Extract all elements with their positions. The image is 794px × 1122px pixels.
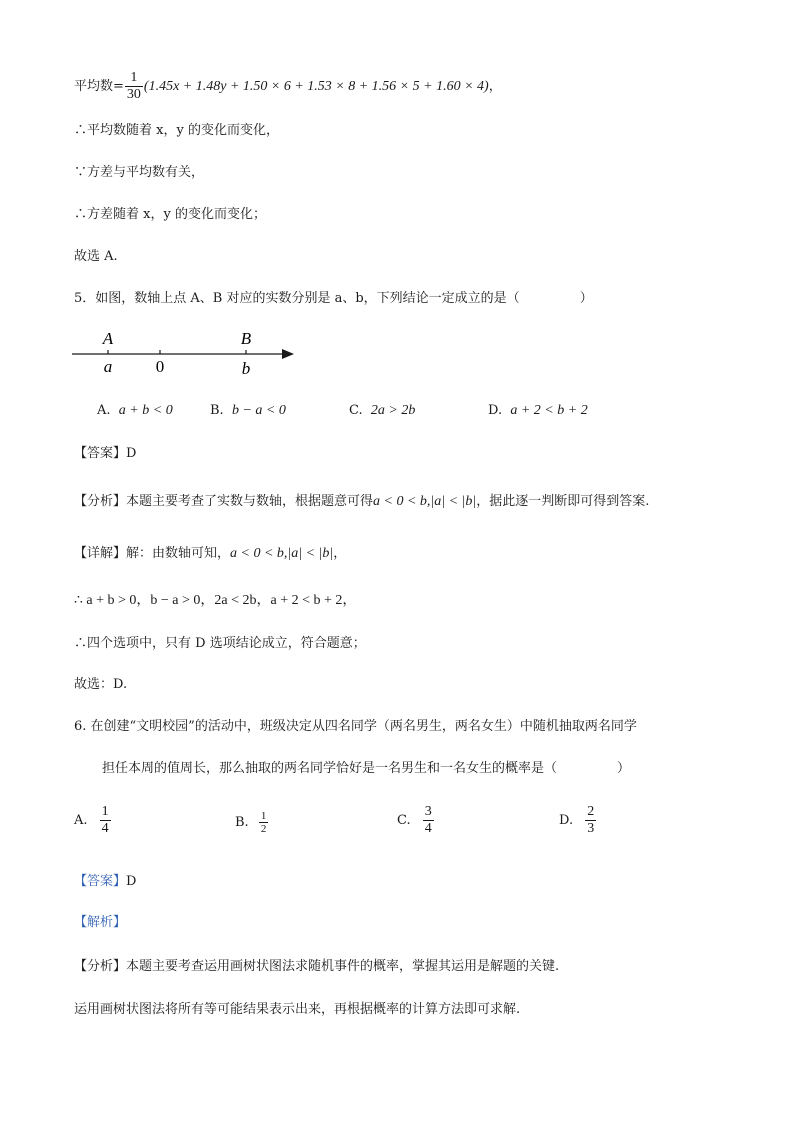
point-b-label: B <box>240 329 252 348</box>
q5-analysis: 【分析】本题主要考查了实数与数轴，根据题意可得a < 0 < b,|a| < |b|，据此逐一判断即可得到答案. <box>74 494 650 509</box>
q6-option-c[interactable]: C. $\frac{3}{4}$ <box>397 804 432 836</box>
q6-stem-line1: 6. 在创建“文明校园”的活动中，班级决定从四名同学（两名男生，两名女生）中随机抽取两名同学 <box>74 719 637 734</box>
q5-therefore: ∴ a + b > 0，b − a > 0，2a < 2b，a + 2 < b + 2， <box>74 593 357 608</box>
q5-option-b[interactable]: B. b − a < 0 <box>210 403 286 418</box>
q5-answer: 【答案】D <box>74 446 137 461</box>
mean-frac-num: 1 <box>125 70 143 87</box>
text-line-3: ∴方差随着 x，y 的变化而变化； <box>74 207 266 222</box>
q6-option-a[interactable]: A. $\frac{1}{4}$ <box>74 804 109 836</box>
q6-answer <box>74 873 136 891</box>
q6-option-b-fraction: $\frac{1}{2}$ <box>260 810 267 835</box>
q5-select: 故选：D. <box>74 677 128 692</box>
q6-answer-letter: D <box>126 874 137 889</box>
value-b-label: b <box>241 359 251 378</box>
q5-conclusion: ∴四个选项中，只有 D 选项结论成立，符合题意； <box>74 636 366 651</box>
text-line-4: 故选 A. <box>74 249 118 264</box>
number-line-figure <box>70 325 310 385</box>
mean-tail: ， <box>488 79 502 94</box>
q6-method: 运用画树状图法将所有等可能结果表示出来，再根据概率的计算方法即可求解. <box>74 1002 521 1017</box>
text-line-1: ∴平均数随着 x，y 的变化而变化， <box>74 123 279 138</box>
q6-option-d[interactable]: D. $\frac{2}{3}$ <box>559 804 595 836</box>
zero-label: 0 <box>155 357 165 376</box>
q6-answer-bracket: 【答案】 <box>74 874 127 889</box>
q6-analysis: 【分析】本题主要考查运用画树状图法求随机事件的概率，掌握其运用是解题的关键. <box>74 959 560 974</box>
q5-detail: 【详解】解：由数轴可知，a < 0 < b,|a| < |b|， <box>74 546 347 561</box>
text-line-2: ∵方差与平均数有关， <box>74 165 205 180</box>
mean-formula <box>74 70 502 103</box>
q5-option-a[interactable]: A. a + b < 0 <box>97 403 173 418</box>
value-a-label: a <box>103 357 113 376</box>
point-a-label: A <box>102 329 114 348</box>
q6-option-b[interactable]: B. $\frac{1}{2}$ <box>235 810 267 835</box>
q5-option-d[interactable]: D. a + 2 < b + 2 <box>488 403 588 418</box>
mean-expression: (1.45x + 1.48y + 1.50 × 6 + 1.53 × 8 + 1.56 × 5 + 1.60 × 4) <box>143 79 489 94</box>
q5-stem-text: 5．如图，数轴上点 A、B 对应的实数分别是 a、b，下列结论一定成立的是（ <box>74 291 520 306</box>
mean-frac-den: 30 <box>126 87 141 102</box>
q5-stem-close: ） <box>579 291 593 306</box>
q6-jiexi: 【解析】 <box>74 915 127 930</box>
axis-arrowhead <box>282 349 294 359</box>
mean-fraction <box>125 70 143 103</box>
q6-option-a-fraction: $\frac{1}{4}$ <box>101 804 109 836</box>
q6-option-c-fraction: $\frac{3}{4}$ <box>424 804 432 836</box>
q5-stem <box>74 290 593 308</box>
q6-option-d-fraction: $\frac{2}{3}$ <box>587 804 595 836</box>
mean-label: 平均数= <box>74 79 124 94</box>
q6-stem-line2: 担任本周的值周长，那么抽取的两名同学恰好是一名男生和一名女生的概率是（ ） <box>102 761 631 776</box>
q5-option-c[interactable]: C. 2a > 2b <box>349 403 416 418</box>
